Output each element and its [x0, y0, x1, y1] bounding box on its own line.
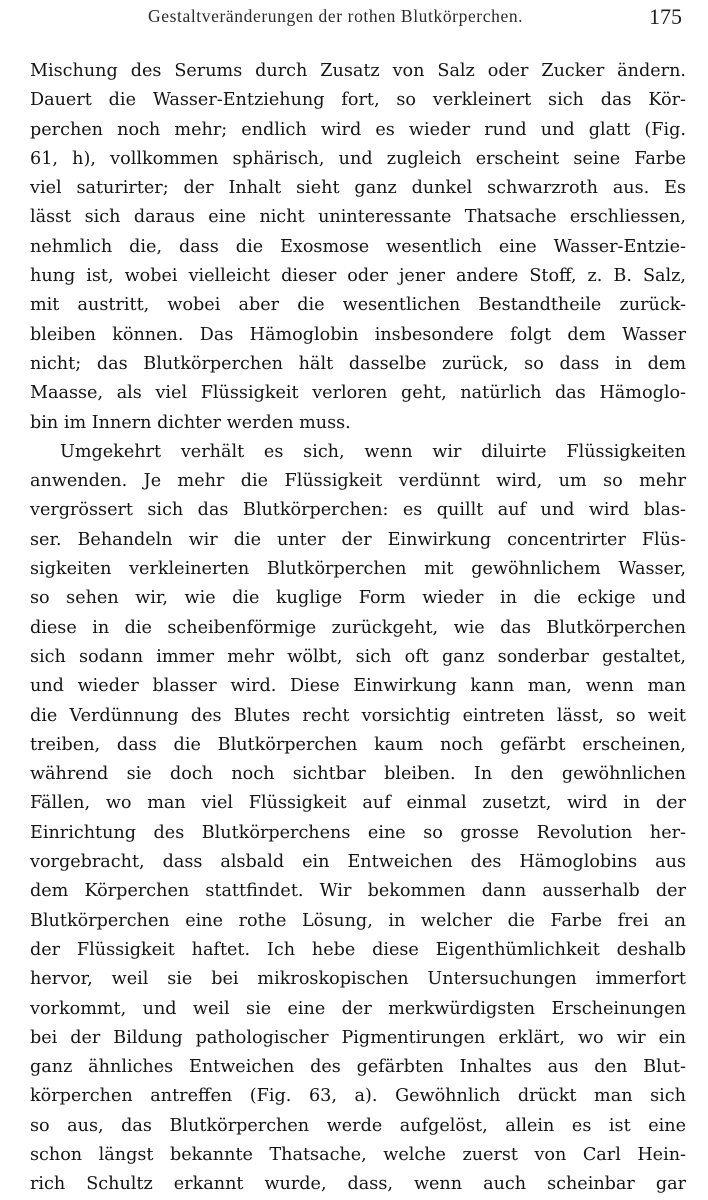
text-line: perchen noch mehr; endlich wird es wieder rund und glatt (Fig.	[30, 119, 686, 140]
text-line: rich Schultz erkannt wurde, dass, wenn auch scheinbar gar	[30, 1174, 686, 1195]
text-line: vergrössert sich das Blutkörperchen: es quillt auf und wird blas-	[30, 500, 686, 521]
text-line: dem Körperchen stattfindet. Wir bekommen dann ausserhalb der	[30, 881, 686, 902]
text-line: treiben, dass die Blutkörperchen kaum noch gefärbt erscheinen,	[30, 734, 686, 755]
text-line: hung ist, wobei vielleicht dieser oder jener andere Stoff, z. B. Salz,	[30, 266, 686, 287]
text-line: anwenden. Je mehr die Flüssigkeit verdünnt wird, um so mehr	[30, 471, 686, 492]
text-line: ser. Behandeln wir die unter der Einwirkung concentrirter Flüs-	[30, 529, 686, 550]
text-line: Umgekehrt verhält es sich, wenn wir diluirte Flüssigkeiten	[60, 441, 686, 462]
text-line: sigkeiten verkleinerten Blutkörperchen mit gewöhnlichem Wasser,	[30, 559, 686, 580]
text-line: Dauert die Wasser-Entziehung fort, so verkleinert sich das Kör-	[30, 90, 686, 111]
text-line: Mischung des Serums durch Zusatz von Salz oder Zucker ändern.	[30, 61, 686, 81]
text-line: bin im Innern dichter werden muss.	[30, 412, 351, 433]
text-line: viel saturirter; der Inhalt sieht ganz dunkel schwarzroth aus. Es	[30, 178, 686, 199]
text-line: vorkommt, und weil sie eine der merkwürdigsten Erscheinungen	[30, 998, 686, 1019]
text-line: Fällen, wo man viel Flüssigkeit auf einmal zusetzt, wird in der	[30, 793, 686, 814]
text-line: körperchen antreffen (Fig. 63, a). Gewöhnlich drückt man sich	[30, 1086, 686, 1107]
text-line: Blutkörperchen eine rothe Lösung, in welcher die Farbe frei an	[30, 910, 686, 931]
text-line: schon längst bekannte Thatsache, welche zuerst von Carl Hein-	[30, 1144, 686, 1165]
text-line: sich sodann immer mehr wölbt, sich oft ganz sonderbar gestaltet,	[30, 646, 686, 667]
running-title: Gestaltveränderungen der rothen Blutkörperchen.	[148, 6, 524, 26]
text-line: bleiben können. Das Hämoglobin insbesondere folgt dem Wasser	[30, 324, 686, 345]
text-line: 61, h), vollkommen sphärisch, und zugleich erscheint seine Farbe	[30, 148, 686, 169]
text-line: so sehen wir, wie die kuglige Form wieder in die eckige und	[30, 588, 686, 609]
text-line: bei der Bildung pathologischer Pigmentirungen erklärt, wo wir ein	[30, 1027, 686, 1048]
page-number: 175	[649, 4, 682, 29]
text-line: ganz ähnliches Entweichen des gefärbten Inhaltes aus den Blut-	[30, 1057, 686, 1078]
text-line: während sie doch noch sichtbar bleiben. In den gewöhnlichen	[30, 764, 686, 785]
paragraph	[30, 57, 686, 438]
text-line: lässt sich daraus eine nicht uninteressante Thatsache erschliessen,	[30, 207, 686, 228]
text-line: Maasse, als viel Flüssigkeit verloren geht, natürlich das Hämoglo-	[30, 383, 686, 404]
paragraph	[30, 438, 686, 1200]
text-line: vorgebracht, dass alsbald ein Entweichen des Hämoglobins aus	[30, 852, 686, 873]
body-text	[30, 57, 686, 1200]
text-line: nicht; das Blutkörperchen hält dasselbe zurück, so dass in dem	[30, 353, 686, 374]
text-line: Einrichtung des Blutkörperchens eine so grosse Revolution her-	[30, 822, 686, 843]
text-line: und wieder blasser wird. Diese Einwirkung kann man, wenn man	[30, 676, 686, 697]
text-line: nehmlich die, dass die Exosmose wesentlich eine Wasser-Entzie-	[30, 236, 686, 257]
text-line: so aus, das Blutkörperchen werde aufgelöst, allein es ist eine	[30, 1115, 686, 1136]
text-line: diese in die scheibenförmige zurückgeht, wie das Blutkörperchen	[30, 617, 686, 638]
text-line: hervor, weil sie bei mikroskopischen Untersuchungen immerfort	[30, 969, 686, 990]
text-line: die Verdünnung des Blutes recht vorsichtig eintreten lässt, so weit	[30, 705, 686, 726]
text-line: der Flüssigkeit haftet. Ich hebe diese Eigenthümlichkeit deshalb	[30, 939, 686, 960]
text-line: mit austritt, wobei aber die wesentlichen Bestandtheile zurück-	[30, 295, 686, 316]
